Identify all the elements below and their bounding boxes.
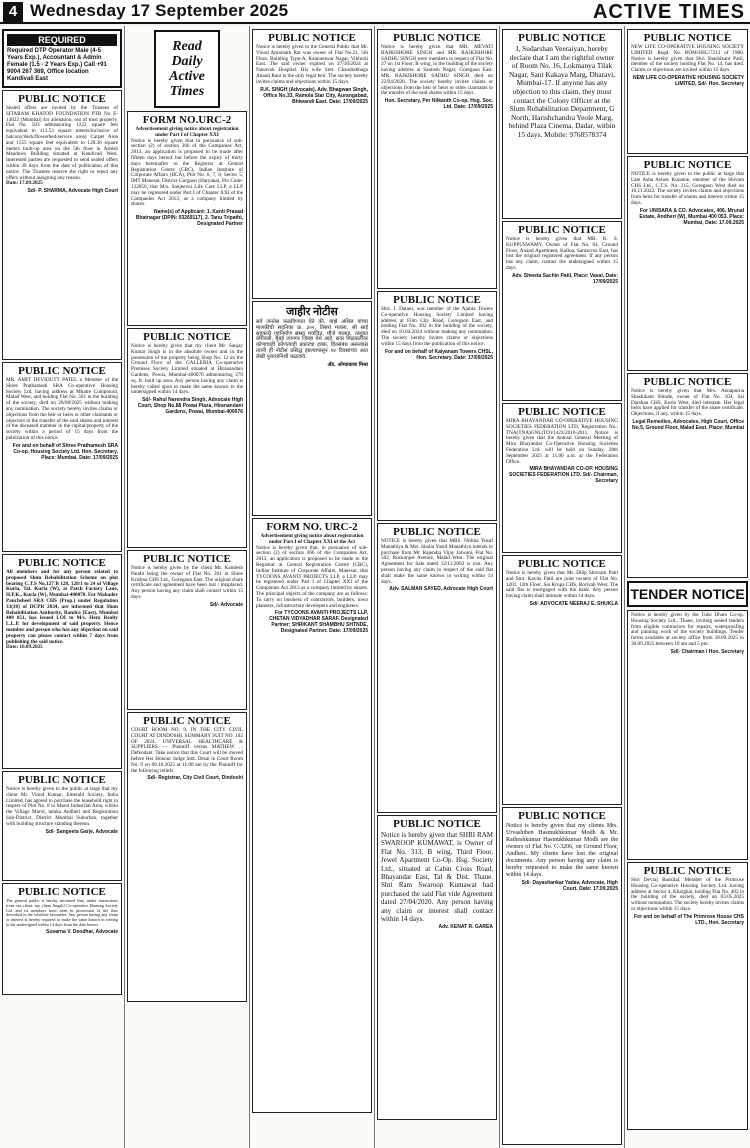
notice-body: Notice is hereby given that Mrs. Annapurna Shashikant Shinde, owner of Flat No. 104, Sai Darshan CHS, Kurla West, died intestate. Her legal heirs have applied for transfer of the share certificate. Objections, if any, within 15 days. (631, 388, 744, 418)
tender-notice (627, 610, 748, 860)
date-line: Wednesday 17 September 2025 (30, 1, 289, 20)
notice-body: NOTICE is hereby given that MRS. Nilima Yusuf Manathiya & Mrs. Shaila Yusuf Manathiya intends to purchase from Mr. Rajendra Vijay Jatwani, Flat No. 502, Rustomjee Avenue, Malad West. The original Agreement for Sale dated 12/11/2003 is lost. Any person having any claim in respect of the said flat shall make the same known in writing within 14 days. (381, 538, 493, 585)
public-notice (627, 373, 748, 578)
notice-signer: Legal Remedies, Advocates, High Court, Office No.5, Ground Floor, Malad East. Place: Mumbai (632, 418, 744, 431)
public-notice (627, 156, 748, 371)
notice-signer: ॲड. ओमप्रकाश मिश्रा (327, 361, 368, 368)
notice-title: PUBLIC NOTICE (518, 810, 606, 822)
declaration-notice (502, 29, 622, 219)
notice-title: PUBLIC NOTICE (393, 818, 481, 830)
public-notice (377, 815, 497, 1120)
column-2 (125, 26, 250, 1148)
public-notice (377, 523, 497, 813)
notice-body: MR. AMIT DEVIDUTT PATEL a Member of the Shree Prathamesh SRA Co-operative Housing Society Ltd. having address at Mhatre Compound, Malad West, and holding Flat No. 501 in the building of the society, died on 26/08/2025 without making any nomination. The society hereby invites claims or objections from the heir or heirs or other claimants or objectors to the transfer of the said shares and interest of the deceased member in the capital/property of the society within a period of 15 days from the publication of this notice. (6, 377, 118, 441)
notice-signer: Sd/- Dayashankar Yadav, Advocate, High Court. Date: 17.09.2025 (521, 880, 618, 892)
notice-signer: Adv. SALMAN SAYED, Advocate High Court (389, 586, 493, 593)
public-notice (502, 221, 622, 401)
notice-title: PUBLIC NOTICE (643, 32, 732, 44)
notice-signer: Sd/- Chairman / Hon. Secretary (670, 648, 744, 655)
notice-body: NEW LIFE CO-OPERATIVE HOUSING SOCIETY LIMITED. Regd. No. BOM/HSG/7213 of 1980. Notice is hereby given that Shri Shashikant Patil, member of the society holding Flat No. 14, has died. Claims or objections are invited within 15 days. (631, 44, 744, 74)
page-number: 4 (3, 2, 23, 22)
urc-notice (127, 111, 247, 326)
notice-signer: For and on behalf of The Primrose House CHS LTD., Hon. Secretary (633, 913, 744, 926)
notice-body: Shri Devraj Bansilal, Member of the Primrose Housing Co-operative Housing Society Ltd. having address at Sector 4, Kharghar, holding Flat No. 402 in the building of the society, died on 03.05.2025 without nomination. The society hereby invites claims or objections within 15 days. (631, 877, 744, 912)
notice-subtitle: Advertisement giving notice about registration under Part I of Chapter XXI (135, 126, 239, 138)
notice-body: Shri. J. Datani, was member of the Ajanta Towers Co-operative Housing Society Limited having address at Film City Road, Goregaon East, and holding Flat No. 302 in the building of the society, died on 10.04.2024 without making any nomination. The society hereby invites claims or objections within 15 days from the publication of this notice. (381, 306, 493, 347)
notice-signer: Sd/- Rahul Narendra Singh, Advocate High Court, Shop No.88 Powai Plaza, Hiranandani Gardens, Powai, Mumbai-400076 (137, 397, 243, 416)
read-daily-active-times-box: Read Daily Active Times (154, 30, 220, 108)
federation-notice (502, 403, 622, 553)
notice-signer: Sd/- Sangeeta Garje, Advocate (45, 828, 118, 835)
notice-body: All members and for any person related to proposed Slum Rehabilitation Scheme on plot bearing C.T.S No.127 B 128, 128/1 to 24 of Village Kurla, Tal. Kurla (W), at Patch Factory Lane, H.P.K., Kurla (W), Mumbai-400070. For Mahadev Panchsheel SRA CHS (Prop.) under Regulation 33(10) of DCPR 2034, are informed that Slum Rehabilitation Authority, Bandra (East), Mumbai 400 051, has issued LOI to M/s. Hero Realty L.L.P. for development of said property. Hence member and person who has any objection on said property can please contact within 7 days from publishing the said notice. (6, 569, 118, 645)
notice-title: PUBLIC NOTICE (518, 406, 606, 418)
required-ad-title: REQUIRED (7, 34, 117, 46)
notice-title: PUBLIC NOTICE (643, 159, 732, 171)
notice-subtitle: Advertisement giving notice about registration under Part I of Chapter XXI of the Act (260, 533, 364, 545)
notice-signer: Adv. KENAT R. GAREA (438, 924, 493, 931)
public-notice (377, 291, 497, 521)
public-notice (127, 550, 247, 710)
notice-title: PUBLIC NOTICE (18, 93, 106, 105)
public-notice (502, 555, 622, 805)
notice-signer: For UNISARA & CO. Advocates, 406, Mrunal Estate, Andheri (W), Mumbai 400 053. Place: Mumbai, Date: 17.09.2025 (639, 207, 744, 226)
notice-signer: Sd/- P. SHARMA, Advocate High Court (27, 188, 118, 195)
notice-title: PUBLIC NOTICE (18, 774, 106, 786)
notice-title: PUBLIC NOTICE (393, 32, 481, 44)
public-notice (2, 90, 122, 360)
notice-signer: Suvarna V. Deodhar, Advocate (46, 928, 118, 935)
notice-body: NOTICE is hereby given to the public at large that Late Asha Ashok Kuranne, member of the Shivam CHS Ltd., C.T.S. No. 215, Goregaon West died on 10.11.2022. The society invites claims and objections from heirs for transfer of shares and interest within 15 days. (631, 171, 744, 206)
notice-title: PUBLIC NOTICE (518, 558, 606, 570)
notice-signer: For and on behalf of Kalyanam Towers CHSL, Hon. Secretary. Date: 17/09/2025 (385, 348, 493, 361)
notice-body: Notice is hereby given to the General Public that Mr. Vinod Amarnath Rai was owner of Flat No.21, 5th Floor, Building Type-A, Kannamwar Nagar, Vikhroli East. The said owner expired on 27/10/2024 at Nanavati Hospital. His wife Smt. Chandrabhaga Anand Raut is the only legal heir. The society hereby invites claims and objections within 15 days. (256, 44, 368, 85)
column-1 (0, 26, 125, 1148)
notice-body: Sealed offers are invited by the Trustees of SITARAM KHATOD FOUNDATION PTR No E-13822 (Mumbai) for alienation, out of trust property. Flat No. 503 admeasuring 1222 square feet equivalent to 113.53 square meters/inclusive of balcony/deck/flowerbed/service area) Carpet Area and 1555 square feet equivalent to 128.36 square meters built-up area on the 5th floor in Ashish Meadows Building situated at Kandivali West. Interested parties are requested to send sealed offers within 30 days from the date of publication of this notice. The Trustees reserve the right to reject any offers without assigning any reason. (6, 105, 118, 181)
public-notice (2, 883, 122, 995)
notice-title: PUBLIC NOTICE (143, 715, 231, 727)
notice-title: PUBLIC NOTICE (518, 224, 606, 236)
notice-signer: Hon. Secretary, Per Nilkanth Co-op. Hsg. Soc. Ltd. Date: 17/09/2025 (384, 98, 493, 111)
public-notice (502, 807, 622, 1145)
paper-name: ACTIVE TIMES (592, 1, 745, 23)
notice-title: PUBLIC NOTICE (143, 331, 231, 343)
notice-title: PUBLIC NOTICE (643, 865, 732, 877)
public-notice (2, 362, 122, 552)
notice-body: Notice is hereby given that my clients Mrs. Urvashiben Hasmukhkumar Modh & Mr. Ratheshkumar Hasmukhkumar Modh are the owners of Flat No. C-3206, on Ground Floor, Andheri. My clients have lost the original documents. Any person having any claim is hereby requested to make the same known within 14 days. (506, 823, 618, 878)
masthead (0, 0, 750, 24)
public-notice (127, 328, 247, 548)
notice-body: Notice is hereby given that SHRI RAM SWAROOP KUMAWAT, is Owner of Flat No. 313, B wing, Third Floor, Jewel Apartment Co-Op. Hsg. Society Ltd., situated at Cabin Cross Road, Bhayandar East, Tal & Dist. Thane. Shri Ram Swaroop Kumawat had purchased the said Flat vide Agreement dated 27/04/2020. Any person having any claim or interest shall contact within 14 days. (381, 831, 493, 924)
column-4 (375, 26, 500, 1148)
page-content (0, 26, 750, 1148)
column-5 (500, 26, 625, 1148)
notice-title: PUBLIC NOTICE (393, 294, 481, 306)
notice-title: PUBLIC NOTICE (18, 886, 106, 898)
notice-title: PUBLIC NOTICE (518, 32, 606, 44)
column-3 (250, 26, 375, 1148)
notice-body: Notice is hereby given that my client Mr. Sanjay Kumar Singh is in the absolute owner and in the possession of the property being Shop No. 12 on the Ground Floor of the GALLERIA Co-operative Premises Society Limited situated at Hiranandani Gardens, Powai, Mumbai-400076 admeasuring 270 sq. ft. built up area. Any person having any claim is hereby called upon to make the same known to the undersigned within 14 days. (131, 343, 243, 396)
notice-body: Notice is hereby given by the client Mr. Kamlesh Pandit being the owner of Flat No. 201 in Shree Krishna CHS Ltd., Goregaon East. The original share certificate and agreement have been lost / misplaced. Any person having any claim shall contact within 15 days. (131, 565, 243, 600)
urc-notice (252, 518, 372, 1113)
notice-body: Notice is hereby given that, in pursuance of sub-section (2) of section 366 of the Companies Act, 2013, an application is proposed to be made to the Registrar at Central Registration Centre (CRC), Indian Institute of Corporate Affairs, Manesar, that TYCOONS AVANTI PROJECTS LLP, a LLP, may be registered under Part I of Chapter XXI of the Companies Act 2013 as a company limited by shares. The principal objects of the company are as follows: To carry on business of contractors, builders, town planners, infrastructure developers and engineers. (256, 544, 368, 609)
notice-signer: For and on behalf of Shree Prathamesh SRA Co-op. Housing Society Ltd. Hon. Secretary, Place: Mumbai, Date: 17/09/2025 (12, 442, 118, 461)
notice-body: I, Sudarshan Veeraiyan, hereby declare that I am the rightful owner of Room No. 16, Lokmanya Tilak Nagar, Sant Kakaya Marg, Dharavi, Mumbai-17. If anyone has any objection to this claim, they must contact the Colony Officer at the Slum Rehabilitation Department, G North, Harishchandra Yeole Marg, behind Plaza Cinema, Dadar, within 15 days. Mobile: 9768578374 (508, 44, 616, 139)
public-notice (2, 554, 122, 769)
notice-title: जाहीर नोटीस (286, 306, 338, 318)
notice-title: PUBLIC NOTICE (643, 376, 732, 388)
marathi-notice (252, 301, 372, 516)
notice-signer: R.K. SINGH (Advocate), Adv. Bhagwan Singh, Office No.33, Ramola Star City, Aurangabad, Bhiwandi East. Date: 17/09/2025 (260, 86, 368, 105)
notice-title: PUBLIC NOTICE (268, 32, 356, 44)
notice-signer: Adv. Shweta Sachin Patil, Place: Vasai, Date: 17/09/2025 (511, 272, 618, 285)
required-ad (2, 29, 122, 88)
notice-body: Notice is hereby given that in pursuance of sub-section (2) of section 366 of the Companies Act, 2013, an application is proposed to be made after fifteen days hereof but before the expiry of thirty days hereinafter to the Registrar at Central Registration Centre (CRC), Indian Institute of Corporate Affairs (IICA), Plot No. 6, 7, 8, Sector 5, IMT Manesar, District Gurgaon (Haryana), Pin Code-122050, that M/s. Sanjeevni Life Care LLP, a LLP may be registered under Part I of Chapter XXI of the Companies Act 2013, as a company limited by shares. (131, 137, 243, 208)
notice-body: Notice is hereby given that MR. R. S. KUPPUSWAMY, Owner of Flat No. 04, Ground Floor, Anand Apartment, Kalina, Santacruz East, has lost the original registered agreement. If any person has any claim, contact the undersigned within 15 days. (506, 236, 618, 271)
notice-signer: Sd/- Registrar, City Civil Court, Dindoshi (147, 775, 243, 782)
public-notice (377, 29, 497, 289)
notice-signer: Name(s) of Applicant: 1. Kanti Prasad Bhatnagar (DPIN: 03269117), 2. Tanu Tripathi, Designated Partner (135, 209, 243, 228)
public-notice (2, 771, 122, 881)
notice-title: FORM NO.URC-2 (142, 114, 232, 126)
notice-title: FORM NO. URC-2 (266, 521, 358, 533)
notice-body: सर्व जनतेस कळविण्यात येते की, माझे अशिल यांच्या मालकीची सदनिका क्र. ३०२, तिसरा मजला, श्री साई सहकारी गृहनिर्माण संस्था मर्यादित, मौजे मालाड, तालुका बोरीवली, मुंबई उपनगर जिल्हा येथे आहे. सदर मिळकतीवर कोणाचाही कोणत्याही प्रकारचा हक्क, हितसंबंध असल्यास त्यांनी ही नोटीस प्रसिद्ध झाल्यापासून १४ दिवसांच्या आत लेखी पुराव्यानिशी कळवावे. (256, 319, 368, 360)
notice-date: Date: 17.09.2025 (6, 180, 43, 187)
notice-body: The general public is hereby informed that, under instructions from our client, my client Angalil Co-operative Housing Society Ltd. and its members have been in possession of the flats described in the schedule hereunder. Any person having any claim or interest is hereby required to make the same known in writing to the undersigned within 14 days from the date hereof. (6, 898, 118, 927)
notice-title: PUBLIC NOTICE (143, 553, 231, 565)
column-6 (625, 26, 750, 1148)
notice-date: Date: 16.09.2025 (6, 644, 43, 651)
public-notice (627, 862, 748, 1130)
notice-signer: Sd/- ADVOCATE NEERAJ E. SHUKLA (529, 600, 618, 607)
required-ad-text: Required DTP Operator Male (4-5 Years Exp.), Accountant & Admin Female (1.5 - 2 Years Exp.) Call +91 9004 267 369, Office location Kandivali East (7, 48, 107, 82)
public-notice (252, 29, 372, 299)
notice-body: COURT ROOM NO. 9, IN THE CITY CIVIL COURT AT DINDOSHI. SUMMARY SUIT NO. 102 OF 2024. UNIVERSAL HEALTHCARE & SUPPLIERS — Plaintiff versus MATHEW ... Defendant. Take notice that this Court will be moved before Her Honour Judge Smt. Desai in Court Room No. 9 on 09.10.2025 at 11.00 am by the Plaintiff for the following reliefs. (131, 727, 243, 774)
tender-notice-title: TENDER NOTICE (627, 581, 748, 607)
court-notice (127, 712, 247, 1002)
notice-signer: For TYCOONS AVANTI PROJECTS LLP, CHETAN VIDYADHAR SARAF, Designated Partner; SHRIKANT SHAMBHU SHTNDE, Designated Partner. Date: 17/09/2025 (269, 610, 368, 635)
notice-signer: MIRA BHAYANDAR CO-OP. HOUSING SOCIETIES FEDERATION LTD. Sd/- Chairman, Secretary (509, 466, 618, 485)
notice-title: PUBLIC NOTICE (18, 365, 106, 377)
notice-title: PUBLIC NOTICE (393, 526, 481, 538)
public-notice (627, 29, 748, 154)
notice-body: Notice is hereby given to the public at large that my client Mr. Vinod Kumar, Emerald Society, India Limited, has agreed to purchase the leasehold right in respect of Plot No. 8 in Marol Industrial Area, within the Village Marol, taluka Andheri and Registration Sub-District, District Mumbai Suburban, together with building structure standing thereon. (6, 786, 118, 827)
notice-signer: NEW LIFE CO-OPERATIVE HOUSING SOCIETY LIMITED, Sd/- Hon. Secretary (632, 74, 744, 87)
notice-body: Notice is hereby given that MR. MEVATI RAJKISHORE SINGH and MR. RAJKISHORE SADHU SINGH were members in respect of Flat No. 37 on 1st Floor, B wing, in the building of the society having address at Santosh Nagar, Goregaon East. MR. RAJKISHORE SADHU SINGH died on 22/04/2020. The society hereby invites claims or objections from the heir or heirs or other claimants to the transfer of the said shares within 15 days. (381, 44, 493, 97)
notice-body: MIRA BHAYANDAR CO-OPERATIVE HOUSING SOCIETIES FEDERATION LTD, Registration No.: TNA(TNA)GNL(TO)/1423/2010-2011. Notice is hereby given that the Annual General Meeting of Mira Bhayandar Co-Operative Housing Societies Federation Ltd. will be held on Sunday, 28th September 2025 at 11.00 a.m. at the Federation Office. (506, 418, 618, 465)
notice-signer: Sd/- Advocate (209, 601, 243, 608)
notice-body: Notice is hereby given that Mr. Dilip Shivram Patil and Smt. Kavita Patil are joint owners of Flat No. 1201, 12th Floor, Sai Krupa CHS, Borivali West. The said flat is mortgaged with the bank. Any person having claim shall intimate within 14 days. (506, 570, 618, 600)
notice-body: Notice is hereby given by the Tulsi Dham Co-op. Housing Society Ltd., Thane, inviting sealed tenders from eligible contractors for repairs, waterproofing and painting work of the society buildings. Tender forms available at society office from 18.09.2025 to 30.09.2025 between 10 am and 5 pm. (631, 612, 744, 647)
notice-title: PUBLIC NOTICE (18, 557, 106, 569)
